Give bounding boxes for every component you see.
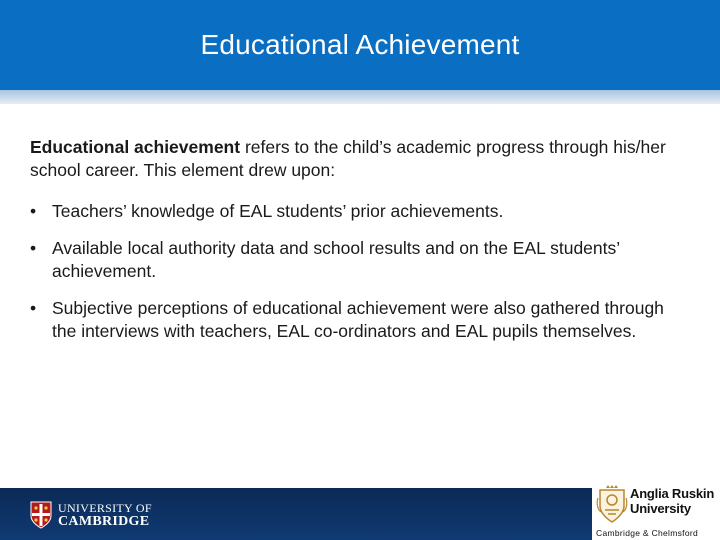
- intro-text: refers to the child’s academic progress through his/her school career. This element drew upon:: [30, 137, 666, 180]
- aru-crest-icon: [596, 484, 628, 524]
- bullet-list: [30, 200, 690, 343]
- aru-campus: Cambridge & Chelmsford: [596, 528, 699, 538]
- cambridge-line2: CAMBRIDGE: [58, 514, 150, 529]
- aru-line2: University: [630, 501, 691, 516]
- bullet-item: [30, 297, 690, 343]
- cambridge-logo: [30, 500, 152, 530]
- anglia-ruskin-logo: [592, 480, 720, 540]
- bullet-icon: •: [30, 238, 37, 258]
- slide-title: Educational Achievement: [200, 29, 520, 60]
- intro-paragraph: [30, 136, 690, 182]
- bullet-text: Subjective perceptions of educational achievement were also gathered through the interviews with teachers, EAL co-ordinators and EAL pupils themselves.: [52, 298, 664, 341]
- cambridge-shield-icon: [30, 501, 52, 529]
- bullet-icon: •: [30, 298, 37, 318]
- aru-line1: Anglia Ruskin: [630, 486, 715, 501]
- intro-bold-term: Educational achievement: [30, 137, 241, 157]
- bullet-item: [30, 237, 690, 283]
- bullet-icon: •: [30, 201, 37, 221]
- header-band: [0, 90, 720, 104]
- bullet-text: Teachers’ knowledge of EAL students’ prior achievements.: [52, 201, 504, 221]
- cambridge-line1: UNIVERSITY OF: [58, 501, 152, 515]
- bullet-text: Available local authority data and school results and on the EAL students’ achievement.: [52, 238, 620, 281]
- title-bar: [0, 0, 720, 90]
- slide-body: [30, 136, 690, 357]
- bullet-item: [30, 200, 690, 223]
